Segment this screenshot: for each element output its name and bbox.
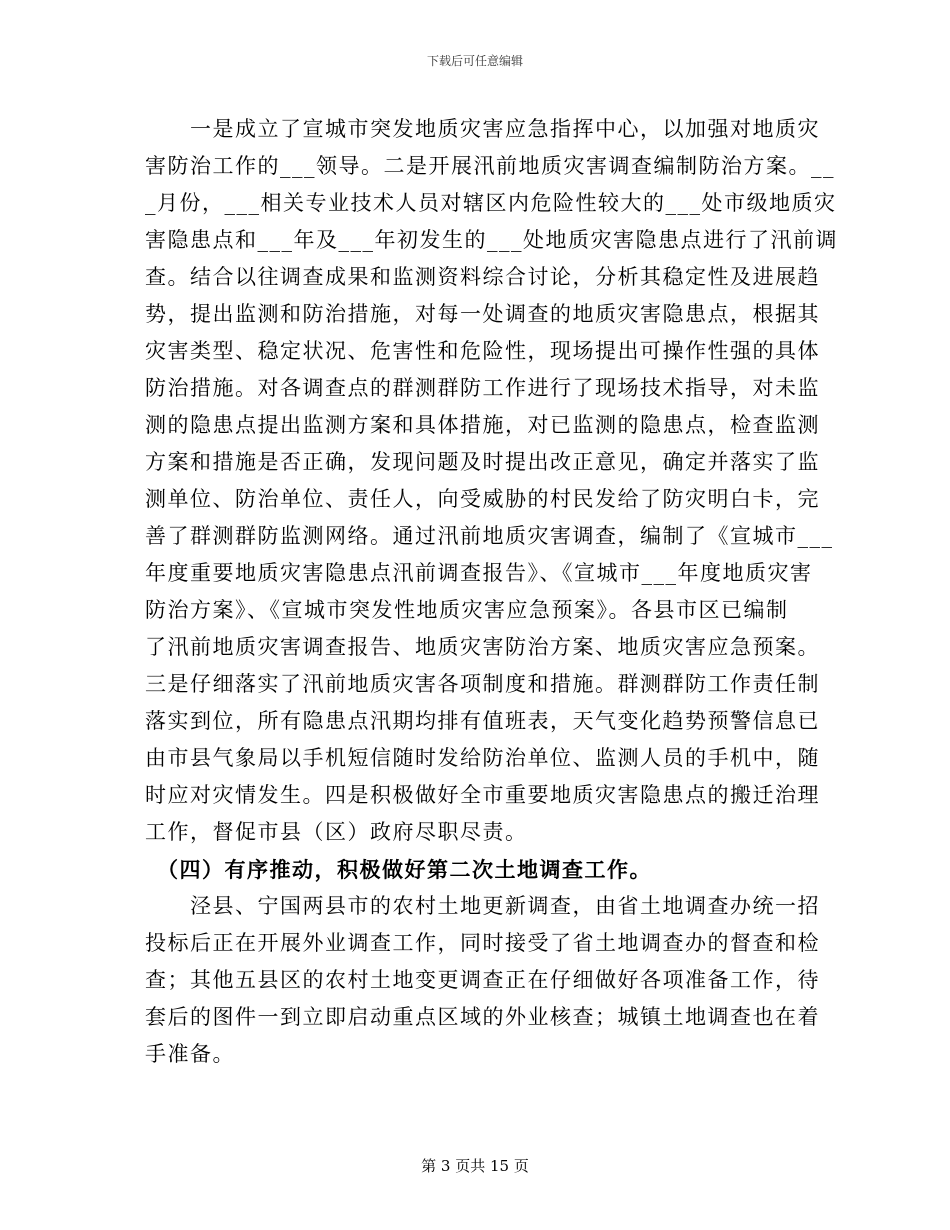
page-header: 下载后可任意编辑	[426, 54, 523, 68]
text-line: 了汛前地质灾害调查报告、地质灾害防治方案、地质灾害应急预案。	[145, 635, 820, 659]
text-line: 手准备。	[145, 1042, 235, 1066]
text-line: 工作，督促市县（区）政府尽职尽责。	[145, 820, 528, 844]
text-line: 查；其他五县区的农村土地变更调查正在仔细做好各项准备工作，待	[145, 968, 820, 992]
text-line: 害防治工作的___领导。二是开展汛前地质灾害调查编制防治方案。__	[145, 154, 835, 178]
text-line: 一是成立了宣城市突发地质灾害应急指挥中心，以加强对地质灾	[145, 117, 820, 141]
text-line: 势，提出监测和防治措施，对每一处调查的地质灾害隐患点，根据其	[145, 302, 820, 326]
text-line: 防治措施。对各调查点的群测群防工作进行了现场技术指导，对未监	[145, 376, 820, 400]
text-line: 落实到位，所有隐患点汛期均排有值班表，天气变化趋势预警信息已	[145, 709, 820, 733]
text-line: 查。结合以往调查成果和监测资料综合讨论，分析其稳定性及进展趋	[145, 265, 820, 289]
page-footer: 第 3 页共 15 页	[421, 1157, 529, 1175]
text-line: 善了群测群防监测网络。通过汛前地质灾害调查，编制了《宣城市___	[145, 524, 834, 548]
section-heading: （四）有序推动，积极做好第二次土地调查工作。	[145, 857, 652, 882]
text-line: 方案和措施是否正确，发现问题及时提出改正意见，确定并落实了监	[145, 450, 820, 474]
text-line: 害隐患点和___年及___年初发生的___处地质灾害隐患点进行了汛前调	[145, 228, 838, 252]
text-line: 泾县、宁国两县市的农村土地更新调查，由省土地调查办统一招	[145, 894, 820, 918]
text-line: 时应对灾情发生。四是积极做好全市重要地质灾害隐患点的搬迁治理	[145, 783, 820, 807]
text-line: 三是仔细落实了汛前地质灾害各项制度和措施。群测群防工作责任制	[145, 672, 820, 696]
text-line: _月份，___相关专业技术人员对辖区内危险性较大的___处市级地质灾	[145, 191, 837, 215]
text-line: 测的隐患点提出监测方案和具体措施，对已监测的隐患点，检查监测	[145, 413, 820, 437]
text-line: 由市县气象局以手机短信随时发给防治单位、监测人员的手机中，随	[145, 746, 820, 770]
text-line: 套后的图件一到立即启动重点区域的外业核查；城镇土地调查也在着	[145, 1005, 820, 1029]
text-line: 投标后正在开展外业调查工作，同时接受了省土地调查办的督查和检	[145, 931, 820, 955]
text-line: 年度重要地质灾害隐患点汛前调查报告》、《宣城市___年度地质灾害	[145, 561, 813, 585]
text-line: 防治方案》、《宣城市突发性地质灾害应急预案》。各县市区已编制	[145, 598, 789, 622]
text-line: 灾害类型、稳定状况、危害性和危险性，现场提出可操作性强的具体	[145, 339, 820, 363]
paragraph-1	[145, 111, 838, 1073]
text-line: 测单位、防治单位、责任人，向受威胁的村民发给了防灾明白卡，完	[145, 487, 820, 511]
